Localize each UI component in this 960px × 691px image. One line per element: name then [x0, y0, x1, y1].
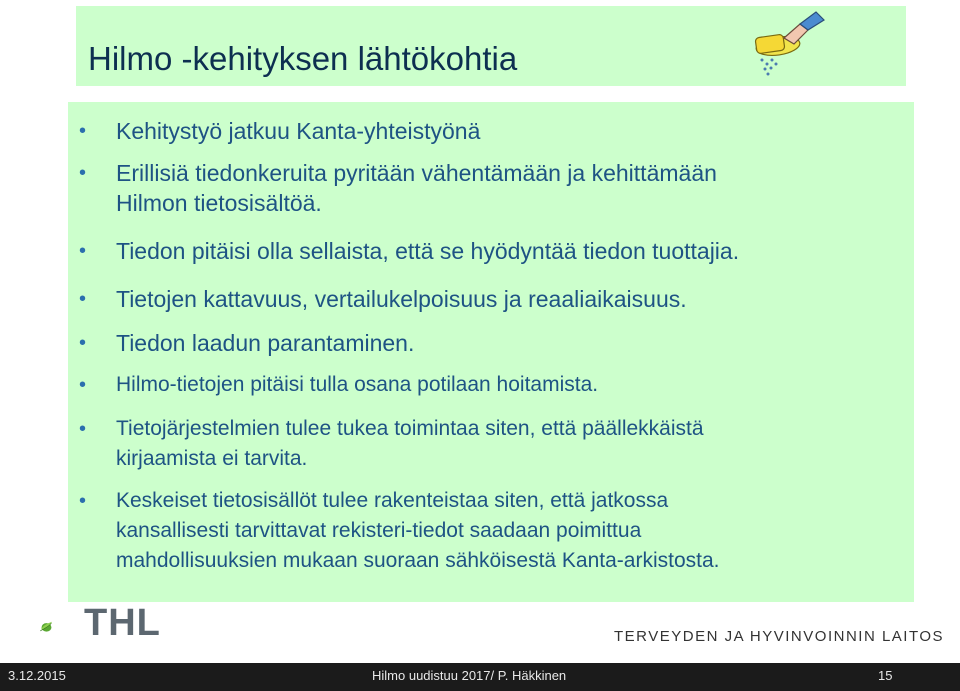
- bullet-item: • Tiedon laadun parantaminen.: [79, 330, 415, 356]
- bullet-item: • Tiedon pitäisi olla sellaista, että se hyödyntää tiedon tuottajia.: [79, 238, 740, 264]
- bullet-item: • Erillisiä tiedonkeruita pyritään vähentämään ja kehittämään Hilmon tietosisältöä.: [79, 160, 717, 216]
- bullet-item: • Keskeiset tietosisällöt tulee rakenteistaa siten, että jatkossa kansallisesti tarvittavat rekisteri-tiedot saadaan poimittua mahdollisuuksien mukaan suoraan sähköisestä Kanta-arkistosta.: [79, 489, 720, 572]
- footer-bar: [0, 663, 960, 691]
- bullet-item: • Tietojen kattavuus, vertailukelpoisuus ja reaaliaikaisuus.: [79, 286, 687, 312]
- bullet-item: • Tietojärjestelmien tulee tukea toimintaa siten, että päällekkäistä kirjaamista ei tarvita.: [79, 417, 704, 470]
- thl-logo-text: THL: [84, 602, 161, 644]
- bullet-item: • Kehitystyö jatkuu Kanta-yhteistyönä: [79, 118, 481, 144]
- institute-name: TERVEYDEN JA HYVINVOINNIN LAITOS: [614, 628, 945, 645]
- footer-presentation-info: Hilmo uudistuu 2017/ P. Häkkinen: [372, 668, 567, 683]
- bullet-item: • Hilmo-tietojen pitäisi tulla osana potilaan hoitamista.: [79, 373, 599, 396]
- cleaning-clipart-icon: [738, 2, 828, 82]
- thl-leaf-icon: [38, 604, 84, 648]
- page-number: 15: [878, 668, 893, 683]
- footer-date: 3.12.2015: [8, 668, 66, 683]
- content-panel: [68, 102, 914, 602]
- slide-title: Hilmo -kehityksen lähtökohtia: [88, 40, 518, 77]
